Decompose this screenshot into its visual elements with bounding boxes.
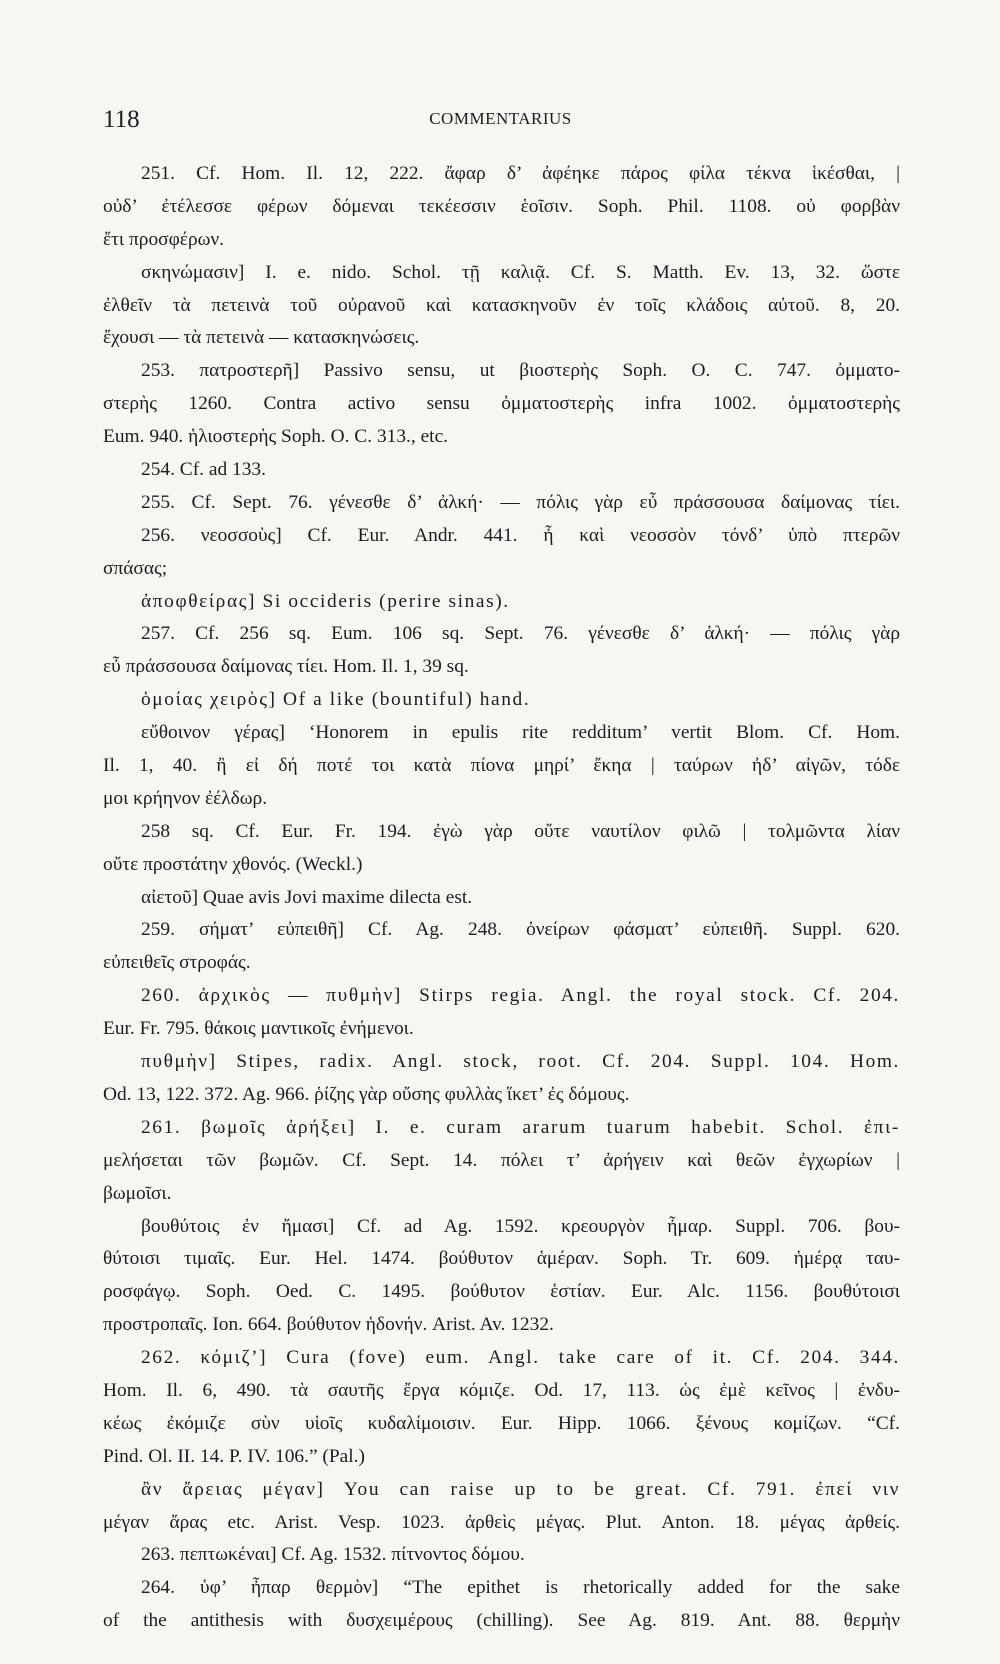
text-line: 254. Cf. ad 133.	[141, 459, 266, 481]
text-line: αἰετοῦ] Quae avis Jovi maxime dilecta est.	[141, 886, 473, 908]
text-line: 263. πεπτωκέναι] Cf. Ag. 1532. πίτνοντος δόμου.	[141, 1544, 525, 1566]
running-title: COMMENTARIUS	[429, 109, 572, 128]
text-line: ὁμοίας χειρὸς] Of a like (bountiful) hand.	[141, 689, 531, 711]
running-head	[103, 106, 898, 136]
text-line: κέως ἐκόμιζε σὺν υἱοῖς κυδαλίμοισιν. Eur. Hipp. 1066. ξένους κομίζων. “Cf.	[103, 1412, 900, 1434]
text-line: μελήσεται τῶν βωμῶν. Cf. Sept. 14. πόλει τ’ ἀρήγειν καὶ θεῶν ἐγχωρίων |	[103, 1149, 900, 1171]
text-line: Pind. Ol. II. 14. P. IV. 106.” (Pal.)	[103, 1445, 365, 1467]
text-line: μοι κρήηνον ἐέλδωρ.	[103, 787, 268, 809]
text-line: βουθύτοις ἐν ἤμασι] Cf. ad Ag. 1592. κρεουργὸν ἦμαρ. Suppl. 706. βου-	[141, 1215, 900, 1237]
text-line: προστροπαῖς. Ion. 664. βούθυτον ἡδονήν. Arist. Av. 1232.	[103, 1314, 554, 1336]
text-line: ἐλθεῖν τὰ πετεινὰ τοῦ οὐρανοῦ καὶ κατασκηνοῦν ἐν τοῖς κλάδοις αὐτοῦ. 8, 20.	[103, 294, 900, 316]
text-line: πυθμὴν] Stipes, radix. Angl. stock, root. Cf. 204. Suppl. 104. Hom.	[141, 1051, 900, 1073]
text-line: 264. ὑφ’ ἦπαρ θερμὸν] “The epithet is rhetorically added for the sake	[141, 1577, 900, 1599]
text-line: στερὴς 1260. Contra activo sensu ὀμματοστερὴς infra 1002. ὀμματοστερὴς	[103, 393, 900, 415]
text-line: σπάσας;	[103, 557, 168, 579]
text-line: 259. σήματ’ εὐπειθῆ] Cf. Ag. 248. ὀνείρων φάσματ’ εὐπειθῆ. Suppl. 620.	[141, 919, 900, 941]
text-line: εὐπειθεῖς στροφάς.	[103, 952, 251, 974]
text-line: ἔτι προσφέρων.	[103, 228, 225, 250]
text-line: Eur. Fr. 795. θάκοις μαντικοῖς ἐνήμενοι.	[103, 1018, 414, 1040]
text-line: οὐδ’ ἐτέλεσσε φέρων δόμεναι τεκέεσσιν ἑοῖσιν. Soph. Phil. 1108. οὐ φορβὰν	[103, 195, 900, 217]
text-line: of the antithesis with δυσχειμέρους (chilling). See Ag. 819. Ant. 88. θερμὴν	[103, 1610, 900, 1632]
text-line: βωμοῖσι.	[103, 1182, 172, 1204]
text-line: σκηνώμασιν] I. e. nido. Schol. τῇ καλιᾷ. Cf. S. Matth. Ev. 13, 32. ὥστε	[141, 261, 900, 283]
text-line: 258 sq. Cf. Eur. Fr. 194. ἐγὼ γὰρ οὔτε ναυτίλον φιλῶ | τολμῶντα λίαν	[141, 820, 900, 842]
text-line: 255. Cf. Sept. 76. γένεσθε δ’ ἀλκή· — πόλις γὰρ εὖ πράσσουσα δαίμονας τίει.	[141, 491, 900, 513]
text-line: εὔθοινον γέρας] ‘Honorem in epulis rite redditum’ vertit Blom. Cf. Hom.	[141, 722, 900, 744]
text-line: Od. 13, 122. 372. Ag. 966. ῥίζης γὰρ οὔσης φυλλὰς ἵκετ’ ἐς δόμους.	[103, 1083, 630, 1105]
text-line: ἔχουσι — τὰ πετεινὰ — κατασκηνώσεις.	[103, 327, 420, 349]
text-line: Il. 1, 40. ἢ εἰ δή ποτέ τοι κατὰ πίονα μηρί’ ἔκηα | ταύρων ἠδ’ αἰγῶν, τόδε	[103, 755, 900, 777]
text-line: 261. βωμοῖς ἀρήξει] I. e. curam ararum tuarum habebit. Schol. ἐπι-	[141, 1116, 900, 1138]
text-line: ἀποφθείρας] Si occideris (perire sinas).	[141, 590, 510, 612]
text-line: οὔτε προστάτην χθονός. (Weckl.)	[103, 853, 363, 875]
text-line: 257. Cf. 256 sq. Eum. 106 sq. Sept. 76. γένεσθε δ’ ἀλκή· — πόλις γὰρ	[141, 623, 900, 645]
text-line: Eum. 940. ἡλιοστερὴς Soph. O. C. 313., etc.	[103, 426, 449, 448]
text-line: Hom. Il. 6, 490. τὰ σαυτῆς ἔργα κόμιζε. Od. 17, 113. ὡς ἐμὲ κεῖνος | ἐνδυ-	[103, 1379, 900, 1401]
commentary-body	[103, 158, 900, 1638]
text-line: μέγαν ἄρας etc. Arist. Vesp. 1023. ἀρθεὶς μέγας. Plut. Anton. 18. μέγας ἀρθείς.	[103, 1511, 900, 1533]
text-line: ἂν ἄρειας μέγαν] You can raise up to be great. Cf. 791. ἐπεί νιν	[141, 1478, 900, 1500]
text-line: 253. πατροστερῆ] Passivo sensu, ut βιοστερὴς Soph. O. C. 747. ὀμματο-	[141, 360, 900, 382]
text-line: 262. κόμιζ’] Cura (fove) eum. Angl. take care of it. Cf. 204. 344.	[141, 1347, 900, 1369]
text-line: 251. Cf. Hom. Il. 12, 222. ἄφαρ δ’ ἀφέηκε πάρος φίλα τέκνα ἱκέσθαι, |	[141, 163, 900, 184]
text-line: εὖ πράσσουσα δαίμονας τίει. Hom. Il. 1, 39 sq.	[103, 656, 469, 678]
text-line: ροσφάγῳ. Soph. Oed. C. 1495. βούθυτον ἑστίαν. Eur. Alc. 1156. βουθύτοισι	[103, 1281, 900, 1303]
page-number: 118	[103, 106, 140, 133]
text-line: 256. νεοσσοὺς] Cf. Eur. Andr. 441. ἦ καὶ νεοσσὸν τόνδ’ ὑπὸ πτερῶν	[141, 524, 900, 546]
text-line: 260. ἀρχικὸς — πυθμὴν] Stirps regia. Angl. the royal stock. Cf. 204.	[141, 985, 900, 1007]
text-line: θύτοισι τιμαῖς. Eur. Hel. 1474. βούθυτον ἁμέραν. Soph. Tr. 609. ἡμέρᾳ ταυ-	[103, 1248, 900, 1270]
